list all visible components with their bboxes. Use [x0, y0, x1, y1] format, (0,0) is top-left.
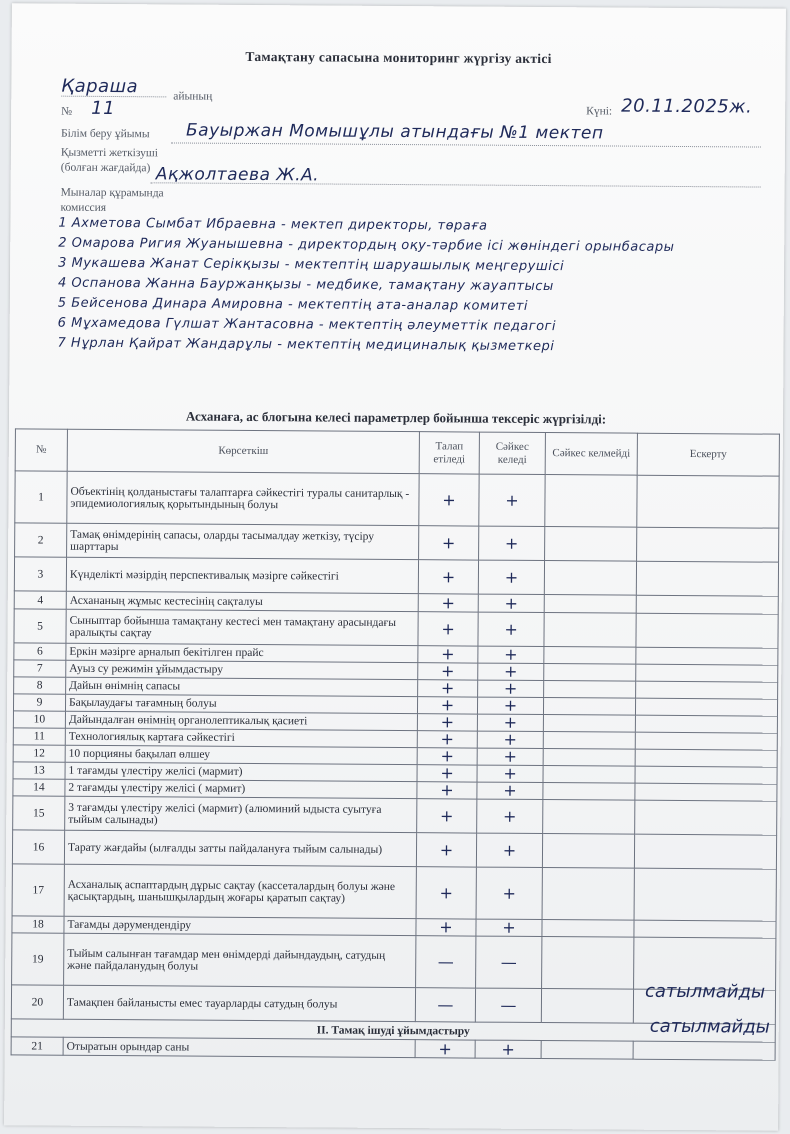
row-remark-cell: [634, 920, 776, 938]
row-compliant-mark: +: [478, 594, 544, 612]
col-compliant-header: Сәйкес келеді: [479, 432, 545, 474]
row-required-mark: +: [417, 714, 477, 731]
row-number: 17: [12, 864, 64, 916]
row-remark-cell: [633, 1041, 775, 1060]
row-compliant-mark: +: [477, 765, 543, 782]
row-compliant-mark: +: [476, 833, 542, 867]
row-remark-cell: [636, 681, 778, 699]
row-noncompliant-cell: [543, 698, 635, 716]
row-compliant-mark: +: [477, 714, 543, 731]
row-indicator: Тыйым салынған тағамдар мен өнімдерді дайындаудың, сатудың және пайдаланудың болуы: [64, 933, 416, 987]
row-indicator: Күнделікті мәзірдің перспективалық мәзірге сәйкестігі: [66, 557, 418, 593]
org-value: Бауыржан Момышұлы атындағы №1 мектеп: [185, 120, 604, 144]
row-required-mark: +: [417, 697, 477, 714]
table-row: [14, 609, 778, 648]
row-noncompliant-cell: [543, 732, 635, 750]
row-compliant-mark: +: [477, 799, 543, 833]
row-noncompliant-cell: [544, 595, 636, 614]
row-remark-cell: [635, 783, 777, 801]
row-indicator: Тағамды дәрумендендіру: [64, 916, 416, 935]
handwritten-note: сатылмайды: [649, 1015, 770, 1038]
table-intro: Асханаға, ас блогына келесі параметрлер бойынша тексеріс жүргізілді:: [185, 408, 607, 427]
row-compliant-mark: +: [479, 526, 545, 560]
row-compliant-mark: +: [478, 680, 544, 697]
row-required-mark: +: [418, 612, 478, 646]
row-compliant-mark: +: [476, 867, 542, 919]
row-indicator: 10 порцияны бақылап өлшеу: [65, 745, 417, 764]
commission-member: 6 Мұхамедова Гүлшат Жантасовна - мектептің әлеуметтік педагогі: [57, 315, 557, 335]
row-number: 1: [15, 471, 67, 523]
row-number: 20: [11, 985, 63, 1019]
row-required-mark: +: [418, 680, 478, 697]
row-indicator: 1 тағамды үлестіру желісі (мармит): [65, 762, 417, 781]
date-value: 20.11.2025ж.: [621, 95, 753, 118]
row-remark-cell: [635, 715, 777, 733]
handwritten-note: сатылмайды: [644, 980, 766, 1003]
row-number: 19: [12, 933, 64, 985]
row-number: 6: [14, 643, 66, 660]
row-number: 3: [14, 557, 66, 591]
row-compliant-mark: +: [477, 748, 543, 765]
row-required-mark: +: [418, 646, 478, 663]
row-remark-cell: [635, 732, 777, 750]
row-noncompliant-cell: [543, 783, 635, 801]
row-noncompliant-cell: [543, 766, 635, 784]
row-indicator: Объектінің қолданыстағы талаптарға сәйкестігі туралы санитарлық - эпидемиологиялық қорытындының болуы: [67, 471, 419, 525]
document-sheet: [4, 3, 786, 1130]
col-required-header: Талап етіледі: [419, 432, 479, 474]
commission-member: 4 Оспанова Жанна Бауржанқызы - медбике, тамақтану жауаптысы: [57, 275, 554, 295]
row-indicator: 3 тағамды үлестіру желісі (мармит) (алюминий ыдыста суытуға тыйым салынады): [65, 796, 417, 832]
table-row: [15, 523, 779, 562]
row-remark-cell: [636, 561, 778, 596]
table-row: [12, 864, 776, 921]
row-indicator: Асханалық аспаптардың дұрыс сақтау (кассеталардың болуы және қасықтардың, шанышқылардың жоғары қаратып сақтау): [64, 864, 416, 918]
row-remark-cell: [635, 698, 777, 716]
commission-member: 5 Бейсенова Динара Амировна - мектептің ата-аналар комитеті: [57, 295, 529, 314]
row-noncompliant-cell: [542, 868, 634, 921]
row-remark-cell: [636, 613, 778, 648]
row-noncompliant-cell: [544, 561, 636, 596]
row-compliant-mark: —: [476, 936, 542, 988]
row-compliant-mark: +: [478, 646, 544, 663]
row-remark-cell: [636, 647, 778, 665]
row-noncompliant-cell: [541, 989, 633, 1024]
row-number: 12: [13, 745, 65, 762]
row-number: 21: [11, 1037, 63, 1055]
supplier-label: Қызметті жеткізуші (болған жағдайда): [60, 146, 159, 175]
row-number: 11: [13, 728, 65, 745]
row-indicator: Технологиялық картаға сәйкестігі: [65, 728, 417, 747]
row-indicator: Тамақ өнімдерінің сапасы, оларды тасымалдау жеткізу, түсіру шарттары: [67, 523, 419, 559]
row-remark-cell: [634, 868, 776, 921]
row-number: 5: [14, 609, 66, 643]
table-row: [14, 557, 778, 596]
row-remark-cell: [635, 749, 777, 767]
row-compliant-mark: +: [477, 697, 543, 714]
row-noncompliant-cell: [544, 681, 636, 699]
row-required-mark: +: [417, 748, 477, 765]
row-remark-cell: [637, 475, 779, 528]
row-compliant-mark: +: [478, 560, 544, 594]
row-number: 9: [13, 694, 65, 711]
col-number-header: №: [15, 429, 67, 471]
col-remark-header: Ескерту: [637, 433, 779, 476]
row-remark-cell: [636, 595, 778, 614]
row-required-mark: +: [419, 474, 479, 526]
row-number: 13: [13, 762, 65, 779]
row-remark-cell: [636, 664, 778, 682]
section-title: II. Тамақ ішуді ұйымдастыру: [11, 1019, 775, 1042]
commission-member: 7 Нұрлан Қайрат Жандарұлы - мектептің медициналық қызметкері: [57, 335, 555, 355]
row-noncompliant-cell: [543, 749, 635, 767]
row-indicator: Тарату жағдайы (ылғалды затты пайдалануға тыйым салынады): [64, 830, 416, 866]
row-number: 4: [14, 591, 66, 609]
row-indicator: Сыныптар бойынша тамақтану кестесі мен тамақтану арасындағы аралықты сақтау: [66, 609, 418, 645]
row-number: 18: [12, 916, 64, 933]
col-indicator-header: Көрсеткіш: [67, 429, 419, 473]
row-required-mark: —: [416, 936, 476, 988]
month-label: айының: [173, 90, 213, 103]
row-compliant-mark: —: [475, 988, 541, 1022]
date-label: Күні:: [586, 105, 613, 118]
row-required-mark: +: [417, 799, 477, 833]
row-number: 10: [13, 711, 65, 728]
row-indicator: Тамақпен байланысты емес тауарларды сатудың болуы: [63, 985, 415, 1021]
row-remark-cell: [637, 527, 779, 562]
row-required-mark: +: [416, 833, 476, 867]
table-row: [13, 796, 777, 835]
row-number: 2: [15, 523, 67, 557]
row-remark-cell: [634, 834, 776, 869]
row-compliant-mark: +: [477, 731, 543, 748]
row-number: 8: [14, 677, 66, 694]
row-noncompliant-cell: [545, 475, 637, 528]
row-compliant-mark: +: [478, 612, 544, 646]
row-noncompliant-cell: [544, 664, 636, 682]
inspection-table: [11, 428, 780, 1060]
row-required-mark: +: [419, 526, 479, 560]
row-noncompliant-cell: [545, 527, 637, 562]
col-noncompliant-header: Сәйкес келмейді: [545, 433, 637, 476]
row-compliant-mark: +: [477, 782, 543, 799]
commission-member: 2 Омарова Ригия Жуанышевна - директордың оқу-тәрбие ісі жөніндегі орынбасары: [58, 235, 675, 255]
row-noncompliant-cell: [544, 613, 636, 648]
row-required-mark: +: [417, 765, 477, 782]
row-required-mark: +: [416, 919, 476, 936]
row-indicator: Ауыз су режимін ұйымдастыру: [66, 660, 418, 679]
row-required-mark: +: [418, 663, 478, 680]
row-number: 7: [14, 660, 66, 677]
commission-member: 1 Ахметова Сымбат Ибраевна - мектеп директоры, төраға: [58, 215, 488, 234]
row-required-mark: +: [416, 867, 476, 919]
row-noncompliant-cell: [542, 937, 634, 990]
row-required-mark: +: [417, 731, 477, 748]
commission-member: 3 Мукашева Жанат Серікқызы - мектептің шаруашылық меңгерушісі: [58, 255, 565, 275]
row-required-mark: +: [417, 782, 477, 799]
month-value: Қараша: [61, 75, 139, 98]
row-remark-cell: [635, 766, 777, 784]
org-label: Білім беру ұйымы: [60, 127, 150, 141]
row-noncompliant-cell: [544, 647, 636, 665]
row-required-mark: —: [415, 988, 475, 1022]
row-noncompliant-cell: [541, 1041, 633, 1060]
table-row: [12, 830, 776, 869]
row-indicator: Дайындалған өнімнің органолептикалық қасиеті: [65, 711, 417, 730]
org-line: [171, 142, 761, 147]
number-value: 11: [91, 97, 116, 120]
commission-label: Мыналар құрамында комиссия: [60, 186, 164, 214]
row-required-mark: +: [418, 560, 478, 594]
row-compliant-mark: +: [478, 663, 544, 680]
row-remark-cell: [635, 800, 777, 835]
row-indicator: Асхананың жұмыс кестесінің сақталуы: [66, 591, 418, 611]
row-noncompliant-cell: [542, 920, 634, 938]
row-required-mark: +: [415, 1040, 475, 1058]
row-indicator: Дайын өнімнің сапасы: [66, 677, 418, 696]
number-label: №: [61, 105, 73, 118]
row-noncompliant-cell: [543, 715, 635, 733]
row-compliant-mark: +: [479, 474, 545, 526]
row-number: 14: [13, 779, 65, 796]
row-indicator: Бақылаудағы тағамның болуы: [65, 694, 417, 713]
row-number: 16: [12, 830, 64, 864]
row-noncompliant-cell: [542, 834, 634, 869]
row-number: 15: [13, 796, 65, 830]
table-row: [15, 471, 779, 528]
row-noncompliant-cell: [543, 800, 635, 835]
row-indicator: Отыратын орындар саны: [63, 1037, 415, 1057]
document-title: Тамақтану сапасына мониторинг жүргізу актісі: [245, 48, 552, 67]
row-required-mark: +: [418, 594, 478, 612]
row-compliant-mark: +: [475, 1040, 541, 1058]
supplier-value: Ақжолтаева Ж.А.: [155, 164, 320, 186]
row-indicator: Еркін мәзірге арналып бекітілген прайс: [66, 643, 418, 662]
row-compliant-mark: +: [476, 919, 542, 936]
row-indicator: 2 тағамды үлестіру желісі ( мармит): [65, 779, 417, 798]
